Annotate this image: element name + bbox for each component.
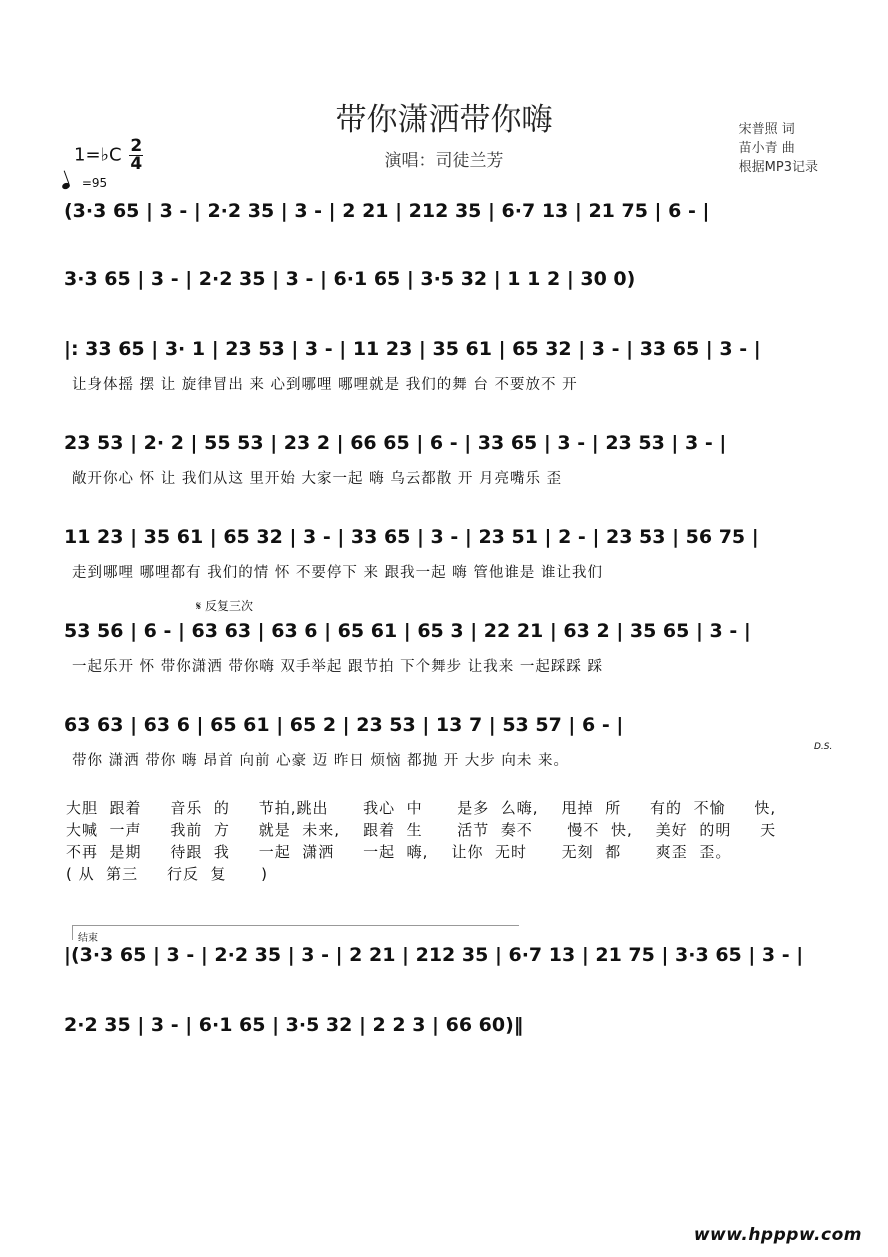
time-top: 2 bbox=[130, 136, 143, 156]
time-signature bbox=[129, 138, 143, 173]
music-line: 53 56 | 6 - | 63 63 | 63 6 | 65 61 | 65 3 | 22 21 | 63 2 | 35 65 | 3 - | bbox=[64, 620, 751, 642]
song-title: 带你潇洒带你嗨 bbox=[335, 102, 553, 138]
music-line: 3·3 65 | 3 - | 2·2 35 | 3 - | 6·1 65 | 3·5 32 | 1 1 2 | 30 0) bbox=[64, 268, 636, 290]
tempo-value: =95 bbox=[81, 176, 108, 190]
extra-lyric-line: ( 从 第三 行反 复 ) bbox=[66, 865, 268, 883]
extra-lyric-line: 大胆 跟着 音乐 的 节拍,跳出 我心 中 是多 么嗨, 甩掉 所 有的 不愉 快, bbox=[66, 799, 777, 817]
ds-mark: D.S. bbox=[814, 742, 833, 752]
time-bottom: 4 bbox=[130, 154, 143, 174]
music-line: |: 33 65 | 3· 1 | 23 53 | 3 - | 11 23 | 35 61 | 65 32 | 3 - | 33 65 | 3 - | bbox=[64, 338, 761, 360]
music-line: 2·2 35 | 3 - | 6·1 65 | 3·5 32 | 2 2 3 | 66 60)‖ bbox=[64, 1014, 524, 1036]
lyric-line: 带你 潇洒 带你 嗨 昂首 向前 心豪 迈 昨日 烦恼 都抛 开 大步 向未 来。 bbox=[72, 753, 570, 769]
music-line: 63 63 | 63 6 | 65 61 | 65 2 | 23 53 | 13 7 | 53 57 | 6 - | bbox=[64, 714, 624, 736]
key-label: 1=♭C bbox=[74, 144, 122, 166]
lyric-line: 让身体摇 摆 让 旋律冒出 来 心到哪哩 哪哩就是 我们的舞 台 不要放不 开 bbox=[72, 377, 578, 393]
credits-block bbox=[739, 120, 818, 177]
ending-bracket bbox=[72, 925, 519, 940]
extra-lyric-line: 不再 是期 待跟 我 一起 潇洒 一起 嗨, 让你 无时 无刻 都 爽歪 歪。 bbox=[66, 843, 732, 861]
singer-credit: 演唱：司徒兰芳 bbox=[384, 151, 504, 171]
music-line: (3·3 65 | 3 - | 2·2 35 | 3 - | 2 21 | 212 35 | 6·7 13 | 21 75 | 6 - | bbox=[64, 200, 710, 222]
lyric-line: 一起乐开 怀 带你潇洒 带你嗨 双手举起 跟节拍 下个舞步 让我来 一起踩踩 踩 bbox=[72, 659, 603, 675]
repeat-note: 反复三次 bbox=[205, 599, 254, 613]
tempo-marking bbox=[62, 176, 107, 190]
extra-lyric-line: 大喊 一声 我前 方 就是 未来, 跟着 生 活节 奏不 慢不 快, 美好 的明 天 bbox=[66, 821, 777, 839]
quarter-note-icon bbox=[61, 182, 71, 190]
lyric-line: 敞开你心 怀 让 我们从这 里开始 大家一起 嗨 乌云都散 开 月亮嘴乐 歪 bbox=[72, 471, 563, 487]
music-line: 11 23 | 35 61 | 65 32 | 3 - | 33 65 | 3 - | 23 51 | 2 - | 23 53 | 56 75 | bbox=[64, 526, 759, 548]
music-line: |(3·3 65 | 3 - | 2·2 35 | 3 - | 2 21 | 212 35 | 6·7 13 | 21 75 | 3·3 65 | 3 - | bbox=[64, 944, 804, 966]
ending-label: 结束 bbox=[78, 933, 98, 944]
site-watermark: www.hpppw.com bbox=[693, 1225, 862, 1245]
composer-credit: 苗小青 曲 bbox=[738, 141, 795, 156]
lyricist-credit: 宋普照 词 bbox=[738, 122, 795, 137]
source-note: 根据MP3记录 bbox=[738, 160, 818, 175]
key-signature bbox=[74, 138, 143, 173]
music-line: 23 53 | 2· 2 | 55 53 | 23 2 | 66 65 | 6 - | 33 65 | 3 - | 23 53 | 3 - | bbox=[64, 432, 727, 454]
segno-icon: 𝄋 bbox=[196, 599, 202, 613]
lyric-line: 走到哪哩 哪哩都有 我们的情 怀 不要停下 来 跟我一起 嗨 管他谁是 谁让我们 bbox=[72, 565, 603, 581]
segno-mark bbox=[196, 597, 253, 614]
extra-lyrics bbox=[66, 797, 776, 885]
